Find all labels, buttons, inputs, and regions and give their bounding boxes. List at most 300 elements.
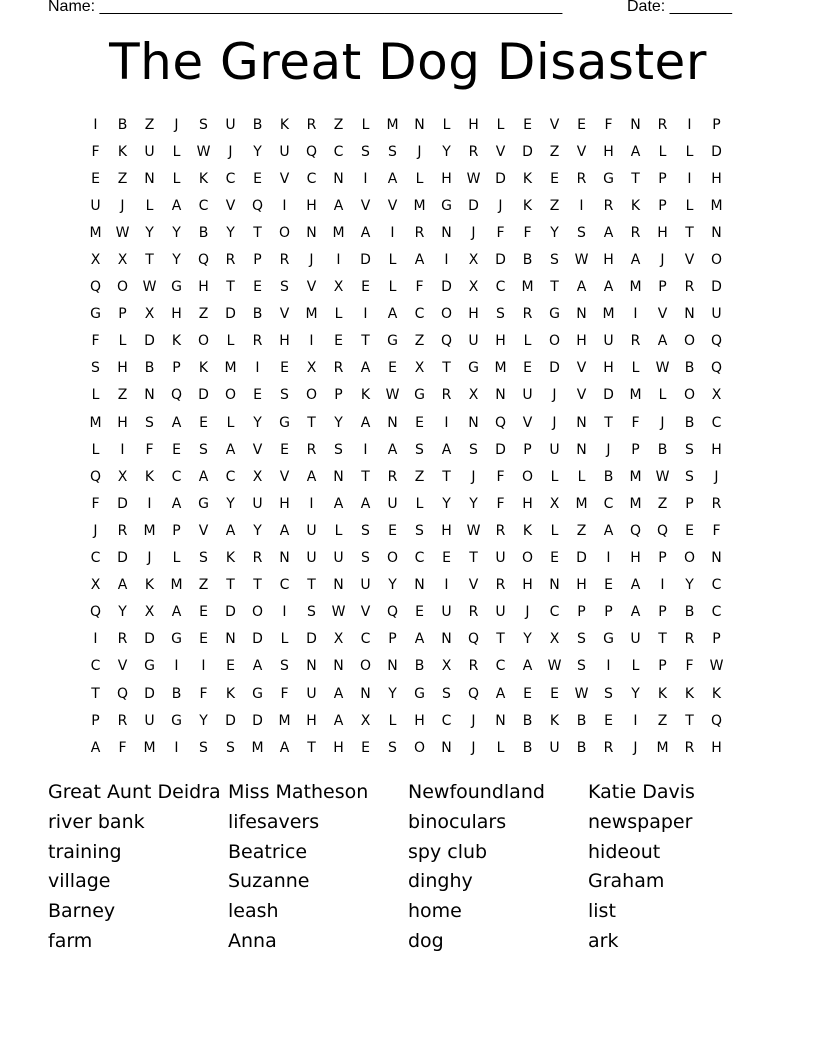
grid-letter: K bbox=[360, 387, 371, 404]
grid-letter: R bbox=[468, 658, 479, 675]
word-list-item: Anna bbox=[228, 929, 277, 952]
grid-letter: S bbox=[361, 143, 370, 160]
grid-letter: G bbox=[414, 685, 425, 702]
grid-letter: E bbox=[199, 414, 208, 431]
grid-letter: T bbox=[685, 712, 694, 729]
grid-letter: N bbox=[441, 631, 452, 648]
grid-letter: H bbox=[306, 197, 317, 214]
grid-letter: O bbox=[683, 550, 696, 567]
word-list-item: Miss Matheson bbox=[228, 781, 369, 803]
grid-letter: E bbox=[550, 550, 559, 567]
grid-letter: W bbox=[331, 604, 346, 621]
grid-letter: R bbox=[117, 631, 128, 648]
grid-letter: W bbox=[142, 279, 157, 296]
grid-letter: T bbox=[442, 360, 451, 377]
header bbox=[0, 0, 816, 20]
grid-letter: A bbox=[306, 468, 317, 485]
grid-letter: E bbox=[604, 577, 613, 594]
grid-letter: Z bbox=[333, 116, 344, 133]
grid-letter: B bbox=[252, 116, 263, 133]
grid-row bbox=[82, 680, 730, 707]
grid-letter: R bbox=[684, 739, 695, 756]
grid-letter: P bbox=[523, 441, 532, 458]
grid-letter: N bbox=[279, 550, 290, 567]
grid-letter: M bbox=[143, 739, 156, 756]
grid-letter: H bbox=[279, 333, 290, 350]
grid-row bbox=[82, 653, 730, 680]
grid-row bbox=[82, 572, 730, 599]
grid-letter: C bbox=[198, 197, 209, 214]
grid-letter: A bbox=[360, 495, 371, 512]
grid-letter: A bbox=[333, 685, 344, 702]
grid-letter: Y bbox=[523, 631, 532, 648]
grid-letter: S bbox=[280, 658, 289, 675]
grid-letter: E bbox=[550, 685, 559, 702]
grid-letter: M bbox=[656, 739, 669, 756]
grid-letter: N bbox=[711, 224, 722, 241]
grid-letter: M bbox=[629, 279, 642, 296]
grid-letter: C bbox=[333, 143, 344, 160]
grid-letter: X bbox=[711, 387, 722, 404]
grid-letter: U bbox=[333, 550, 344, 567]
grid-letter: P bbox=[658, 550, 667, 567]
grid-letter: T bbox=[145, 252, 154, 269]
grid-letter: X bbox=[360, 712, 371, 729]
grid-letter: S bbox=[685, 441, 694, 458]
grid-letter: B bbox=[198, 224, 209, 241]
grid-letter: A bbox=[630, 143, 641, 160]
grid-letter: S bbox=[685, 468, 694, 485]
grid-letter: L bbox=[496, 116, 505, 133]
grid-letter: Q bbox=[467, 685, 480, 702]
word-list-item: training bbox=[48, 840, 122, 863]
grid-letter: C bbox=[225, 170, 236, 187]
grid-letter: D bbox=[576, 550, 587, 567]
grid-letter: Y bbox=[226, 224, 235, 241]
grid-letter: U bbox=[306, 685, 317, 702]
grid-letter: V bbox=[117, 658, 128, 675]
grid-letter: Q bbox=[710, 333, 723, 350]
grid-letter: V bbox=[549, 116, 560, 133]
grid-letter: T bbox=[253, 224, 262, 241]
grid-letter: F bbox=[91, 143, 100, 160]
grid-letter: N bbox=[684, 306, 695, 323]
grid-letter: N bbox=[387, 414, 398, 431]
grid-letter: C bbox=[441, 712, 452, 729]
grid-letter: H bbox=[117, 414, 128, 431]
grid-letter: W bbox=[709, 658, 724, 675]
word-list-item: list bbox=[588, 900, 616, 923]
grid-letter: W bbox=[385, 387, 400, 404]
grid-letter: Y bbox=[469, 495, 478, 512]
grid-letter: A bbox=[333, 495, 344, 512]
grid-letter: I bbox=[363, 306, 368, 323]
grid-letter: P bbox=[658, 604, 667, 621]
grid-letter: P bbox=[388, 631, 397, 648]
grid-letter: F bbox=[415, 279, 424, 296]
grid-letter: Q bbox=[710, 360, 723, 377]
grid-letter: H bbox=[414, 712, 425, 729]
grid-letter: D bbox=[144, 685, 155, 702]
grid-letter: Z bbox=[117, 387, 128, 404]
grid-letter: B bbox=[117, 116, 128, 133]
grid-letter: O bbox=[548, 333, 561, 350]
grid-letter: M bbox=[521, 279, 534, 296]
grid-letter: P bbox=[685, 495, 694, 512]
grid-letter: X bbox=[468, 387, 479, 404]
grid-letter: D bbox=[144, 631, 155, 648]
grid-row bbox=[82, 246, 730, 273]
grid-letter: H bbox=[306, 712, 317, 729]
grid-letter: J bbox=[93, 522, 98, 539]
grid-letter: H bbox=[279, 495, 290, 512]
grid-letter: I bbox=[282, 604, 287, 621]
grid-letter: V bbox=[360, 197, 371, 214]
grid-letter: A bbox=[333, 197, 344, 214]
grid-letter: Q bbox=[89, 279, 102, 296]
grid-letter: S bbox=[415, 522, 424, 539]
grid-letter: X bbox=[333, 279, 344, 296]
grid-letter: T bbox=[442, 468, 451, 485]
grid-letter: W bbox=[574, 685, 589, 702]
grid-letter: O bbox=[197, 333, 210, 350]
grid-letter: X bbox=[549, 631, 560, 648]
grid-letter: J bbox=[606, 441, 611, 458]
grid-letter: V bbox=[225, 197, 236, 214]
grid-letter: J bbox=[417, 143, 422, 160]
grid-letter: L bbox=[226, 414, 235, 431]
grid-row bbox=[82, 165, 730, 192]
grid-letter: F bbox=[145, 441, 154, 458]
word-list-item: farm bbox=[48, 929, 93, 952]
grid-letter: Q bbox=[440, 333, 453, 350]
grid-letter: S bbox=[577, 224, 586, 241]
grid-letter: Y bbox=[253, 414, 262, 431]
word-list-item: village bbox=[48, 870, 111, 893]
grid-letter: A bbox=[279, 522, 290, 539]
grid-letter: Q bbox=[197, 252, 210, 269]
grid-letter: I bbox=[363, 170, 368, 187]
grid-letter: A bbox=[657, 333, 668, 350]
word-list-column bbox=[48, 778, 228, 957]
grid-letter: B bbox=[252, 306, 263, 323]
grid-letter: O bbox=[683, 333, 696, 350]
grid-letter: D bbox=[117, 495, 128, 512]
grid-letter: O bbox=[224, 387, 237, 404]
grid-letter: N bbox=[333, 577, 344, 594]
grid-letter: G bbox=[90, 306, 101, 323]
grid-letter: L bbox=[550, 468, 559, 485]
word-list-item: river bank bbox=[48, 810, 145, 833]
grid-letter: L bbox=[577, 468, 586, 485]
grid-letter: M bbox=[224, 360, 237, 377]
grid-letter: J bbox=[471, 468, 476, 485]
grid-letter: A bbox=[225, 441, 236, 458]
grid-letter: I bbox=[579, 197, 584, 214]
grid-letter: S bbox=[550, 252, 559, 269]
grid-letter: P bbox=[658, 170, 667, 187]
grid-letter: L bbox=[685, 197, 694, 214]
grid-letter: X bbox=[90, 577, 101, 594]
grid-letter: K bbox=[657, 685, 668, 702]
grid-letter: Y bbox=[118, 604, 127, 621]
grid-letter: V bbox=[198, 522, 209, 539]
grid-letter: N bbox=[333, 658, 344, 675]
grid-letter: T bbox=[307, 739, 316, 756]
grid-letter: X bbox=[414, 360, 425, 377]
grid-letter: K bbox=[144, 577, 155, 594]
grid-letter: B bbox=[684, 604, 695, 621]
grid-letter: L bbox=[658, 387, 667, 404]
grid-letter: M bbox=[575, 495, 588, 512]
grid-letter: E bbox=[361, 279, 370, 296]
grid-letter: G bbox=[171, 279, 182, 296]
grid-letter: V bbox=[576, 360, 587, 377]
grid-letter: E bbox=[361, 739, 370, 756]
grid-letter: B bbox=[144, 360, 155, 377]
grid-letter: M bbox=[629, 468, 642, 485]
grid-letter: S bbox=[199, 441, 208, 458]
grid-letter: H bbox=[495, 333, 506, 350]
grid-letter: V bbox=[387, 197, 398, 214]
word-list-item: Beatrice bbox=[228, 840, 308, 863]
grid-letter: L bbox=[361, 116, 370, 133]
grid-letter: E bbox=[415, 604, 424, 621]
grid-row bbox=[82, 409, 730, 436]
grid-letter: J bbox=[552, 387, 557, 404]
grid-letter: Y bbox=[550, 224, 559, 241]
grid-letter: E bbox=[199, 604, 208, 621]
grid-letter: E bbox=[91, 170, 100, 187]
grid-letter: W bbox=[196, 143, 211, 160]
grid-row bbox=[82, 517, 730, 544]
grid-letter: L bbox=[388, 279, 397, 296]
grid-letter: K bbox=[279, 116, 290, 133]
grid-letter: N bbox=[576, 414, 587, 431]
grid-letter: X bbox=[549, 495, 560, 512]
grid-letter: D bbox=[225, 306, 236, 323]
grid-letter: H bbox=[630, 550, 641, 567]
grid-letter: H bbox=[711, 170, 722, 187]
grid-letter: W bbox=[547, 658, 562, 675]
grid-letter: U bbox=[252, 495, 263, 512]
grid-letter: Z bbox=[144, 116, 155, 133]
grid-letter: G bbox=[252, 685, 263, 702]
grid-letter: M bbox=[710, 197, 723, 214]
grid-row bbox=[82, 734, 730, 761]
grid-letter: Y bbox=[226, 495, 235, 512]
grid-letter: N bbox=[306, 658, 317, 675]
grid-letter: C bbox=[414, 306, 425, 323]
grid-letter: L bbox=[172, 143, 181, 160]
grid-letter: G bbox=[387, 333, 398, 350]
grid-letter: U bbox=[387, 495, 398, 512]
grid-letter: E bbox=[172, 441, 181, 458]
grid-letter: K bbox=[117, 143, 128, 160]
grid-row bbox=[82, 355, 730, 382]
grid-letter: R bbox=[117, 522, 128, 539]
grid-letter: R bbox=[657, 116, 668, 133]
grid-letter: R bbox=[468, 143, 479, 160]
grid-letter: R bbox=[225, 252, 236, 269]
grid-letter: U bbox=[306, 522, 317, 539]
word-list-item: Katie Davis bbox=[588, 781, 695, 803]
grid-letter: U bbox=[225, 116, 236, 133]
grid-letter: A bbox=[171, 414, 182, 431]
grid-letter: D bbox=[225, 712, 236, 729]
grid-letter: D bbox=[225, 604, 236, 621]
grid-letter: F bbox=[280, 685, 289, 702]
grid-letter: V bbox=[576, 143, 587, 160]
page-title: The Great Dog Disaster bbox=[109, 33, 707, 91]
grid-letter: Y bbox=[631, 685, 640, 702]
grid-letter: P bbox=[172, 522, 181, 539]
grid-letter: H bbox=[468, 116, 479, 133]
grid-letter: S bbox=[415, 441, 424, 458]
grid-row bbox=[82, 301, 730, 328]
grid-letter: K bbox=[522, 522, 533, 539]
grid-letter: G bbox=[171, 712, 182, 729]
grid-letter: C bbox=[549, 604, 560, 621]
grid-letter: N bbox=[630, 116, 641, 133]
grid-letter: L bbox=[388, 252, 397, 269]
grid-letter: I bbox=[444, 577, 449, 594]
grid-letter: E bbox=[415, 414, 424, 431]
letter-grid bbox=[82, 111, 730, 761]
grid-letter: G bbox=[441, 197, 452, 214]
grid-letter: D bbox=[468, 197, 479, 214]
grid-letter: D bbox=[441, 279, 452, 296]
grid-letter: K bbox=[522, 170, 533, 187]
grid-letter: I bbox=[93, 116, 98, 133]
grid-letter: L bbox=[334, 306, 343, 323]
grid-letter: N bbox=[225, 631, 236, 648]
grid-letter: L bbox=[226, 333, 235, 350]
grid-letter: A bbox=[360, 224, 371, 241]
grid-letter: Q bbox=[710, 712, 723, 729]
grid-letter: Z bbox=[198, 577, 209, 594]
grid-letter: C bbox=[90, 550, 101, 567]
grid-letter: N bbox=[441, 739, 452, 756]
grid-letter: P bbox=[577, 604, 586, 621]
grid-letter: M bbox=[629, 495, 642, 512]
grid-letter: N bbox=[576, 441, 587, 458]
grid-letter: M bbox=[602, 306, 615, 323]
grid-letter: S bbox=[199, 116, 208, 133]
grid-letter: S bbox=[388, 739, 397, 756]
grid-row bbox=[82, 111, 730, 138]
grid-letter: S bbox=[496, 306, 505, 323]
grid-letter: J bbox=[174, 116, 179, 133]
grid-letter: Y bbox=[253, 143, 262, 160]
grid-letter: E bbox=[523, 685, 532, 702]
grid-letter: A bbox=[630, 604, 641, 621]
grid-letter: E bbox=[253, 279, 262, 296]
grid-letter: W bbox=[655, 360, 670, 377]
grid-letter: O bbox=[440, 306, 453, 323]
grid-letter: E bbox=[604, 712, 613, 729]
grid-letter: P bbox=[712, 116, 721, 133]
grid-letter: U bbox=[468, 333, 479, 350]
word-list-item: Graham bbox=[588, 870, 665, 893]
grid-letter: M bbox=[278, 712, 291, 729]
grid-letter: L bbox=[631, 360, 640, 377]
grid-letter: H bbox=[711, 739, 722, 756]
grid-letter: I bbox=[255, 360, 260, 377]
grid-letter: I bbox=[687, 170, 692, 187]
grid-letter: B bbox=[684, 414, 695, 431]
grid-letter: U bbox=[306, 550, 317, 567]
grid-letter: K bbox=[144, 468, 155, 485]
grid-letter: D bbox=[252, 712, 263, 729]
grid-letter: S bbox=[334, 441, 343, 458]
grid-letter: C bbox=[711, 604, 722, 621]
grid-letter: Z bbox=[414, 333, 425, 350]
grid-letter: K bbox=[711, 685, 722, 702]
grid-letter: I bbox=[282, 197, 287, 214]
grid-letter: X bbox=[117, 252, 128, 269]
grid-letter: A bbox=[279, 739, 290, 756]
grid-letter: A bbox=[171, 197, 182, 214]
grid-letter: A bbox=[171, 495, 182, 512]
grid-letter: A bbox=[198, 468, 209, 485]
grid-letter: V bbox=[279, 170, 290, 187]
grid-letter: T bbox=[226, 577, 235, 594]
grid-letter: H bbox=[441, 170, 452, 187]
word-list-item: leash bbox=[228, 900, 279, 923]
grid-letter: X bbox=[306, 360, 317, 377]
grid-letter: S bbox=[604, 685, 613, 702]
grid-letter: R bbox=[252, 333, 263, 350]
word-list-item: binoculars bbox=[408, 810, 507, 833]
grid-letter: R bbox=[117, 712, 128, 729]
date-field-label: Date: _______ bbox=[627, 0, 732, 15]
grid-letter: C bbox=[711, 577, 722, 594]
grid-letter: C bbox=[495, 279, 506, 296]
grid-letter: W bbox=[115, 224, 130, 241]
grid-letter: A bbox=[117, 577, 128, 594]
grid-letter: D bbox=[495, 170, 506, 187]
grid-letter: N bbox=[549, 577, 560, 594]
grid-letter: G bbox=[171, 631, 182, 648]
grid-letter: G bbox=[279, 414, 290, 431]
grid-letter: M bbox=[305, 306, 318, 323]
grid-letter: C bbox=[279, 577, 290, 594]
grid-letter: J bbox=[471, 712, 476, 729]
grid-letter: Q bbox=[467, 631, 480, 648]
grid-letter: E bbox=[442, 550, 451, 567]
grid-letter: E bbox=[280, 441, 289, 458]
grid-letter: F bbox=[91, 495, 100, 512]
grid-letter: M bbox=[143, 522, 156, 539]
grid-letter: T bbox=[604, 414, 613, 431]
grid-letter: M bbox=[494, 360, 507, 377]
grid-letter: Q bbox=[89, 468, 102, 485]
grid-letter: O bbox=[251, 604, 264, 621]
grid-letter: E bbox=[523, 116, 532, 133]
grid-letter: C bbox=[360, 631, 371, 648]
grid-letter: B bbox=[522, 739, 533, 756]
grid-letter: L bbox=[118, 333, 127, 350]
grid-letter: H bbox=[603, 360, 614, 377]
grid-letter: A bbox=[252, 658, 263, 675]
grid-letter: R bbox=[279, 252, 290, 269]
grid-letter: M bbox=[332, 224, 345, 241]
grid-letter: I bbox=[147, 495, 152, 512]
grid-letter: F bbox=[496, 495, 505, 512]
grid-letter: B bbox=[171, 685, 182, 702]
grid-letter: A bbox=[603, 522, 614, 539]
